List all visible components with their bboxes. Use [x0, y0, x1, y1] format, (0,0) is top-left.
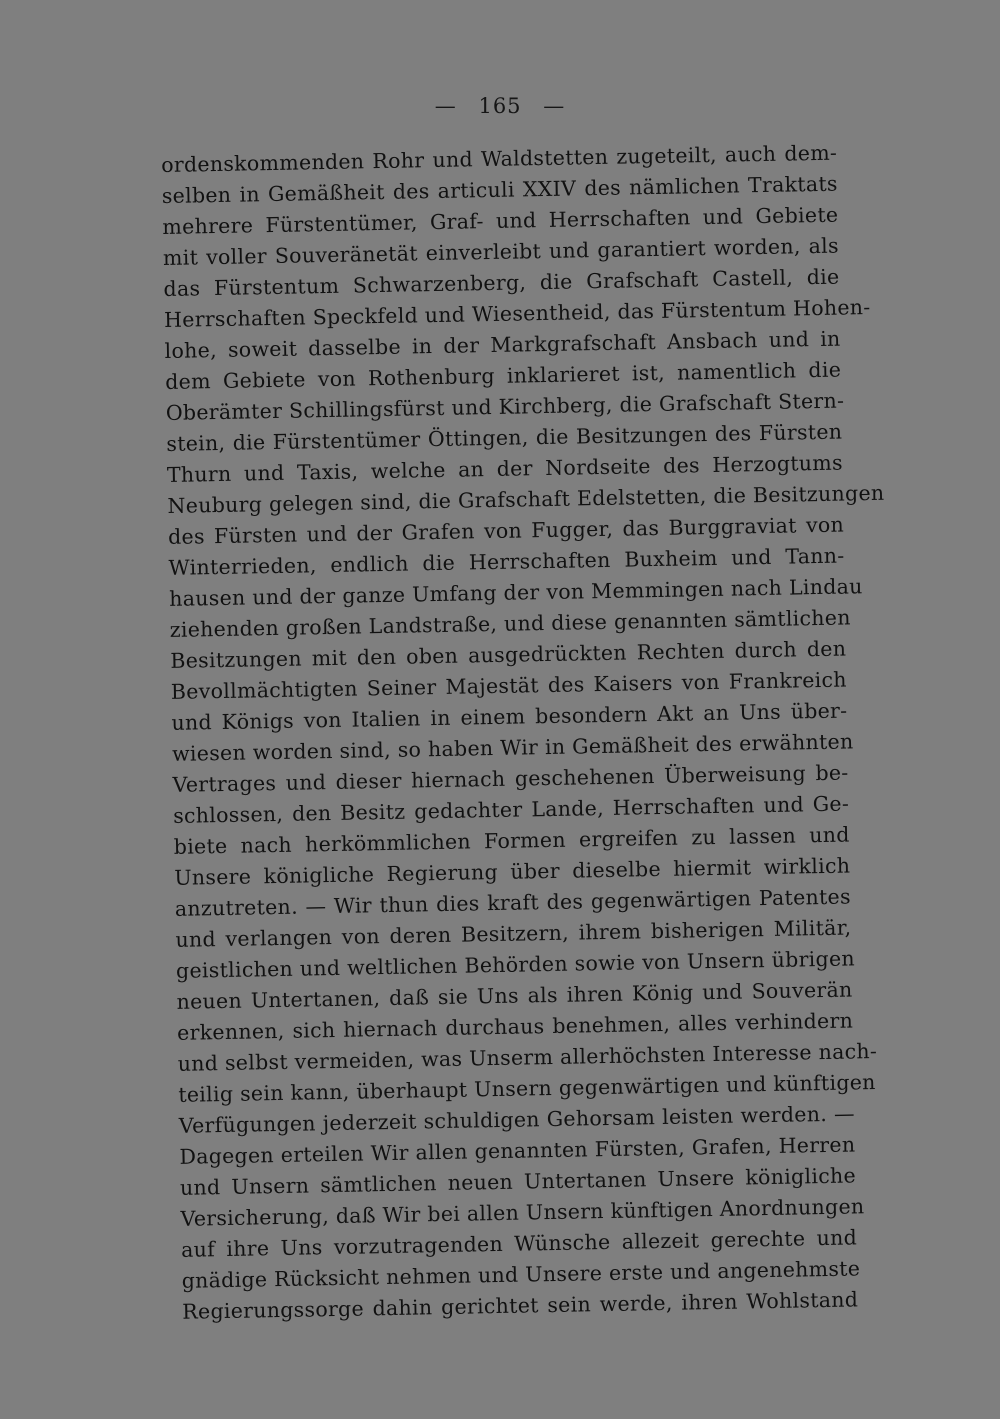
text-line: des Fürsten und der Grafen von Fugger, das Burggraviat von — [167, 512, 845, 549]
text-line: stein, die Fürstentümer Öttingen, die Besitzungen des Fürsten — [166, 419, 843, 456]
text-line: Neuburg gelegen sind, die Grafschaft Edelstetten, die Besitzungen — [167, 480, 885, 518]
text-line: wiesen worden sind, so haben Wir in Gemäßheit des erwähnten — [171, 729, 854, 766]
text-line: Winterrieden, endlich die Herrschaften Buxheim und Tann- — [168, 543, 845, 580]
text-line: Oberämter Schillingsfürst und Kirchberg, die Grafschaft Stern- — [165, 388, 845, 425]
text-line: hausen und der ganze Umfang der von Memmingen nach Lindau — [169, 574, 863, 611]
text-line: lohe, soweit dasselbe in der Markgrafschaft Ansbach und in — [164, 326, 841, 363]
text-line: neuen Untertanen, daß sie Uns als ihren König und Souverän — [176, 977, 853, 1014]
text-line: und Königs von Italien in einem besondern Akt an Uns über- — [171, 698, 848, 735]
text-line: Thurn und Taxis, welche an der Nordseite des Herzogtums — [166, 450, 844, 487]
text-line: Herrschaften Speckfeld und Wiesentheid, das Fürstentum Hohen- — [163, 295, 871, 332]
text-line: ordenskommenden Rohr und Waldstetten zugeteilt, auch dem- — [161, 140, 838, 177]
text-line: Unsere königliche Regierung über dieselbe hiermit wirklich — [174, 853, 851, 890]
text-line: und selbst vermeiden, was Unserm allerhöchsten Interesse nach- — [177, 1039, 878, 1076]
text-line: geistlichen und weltlichen Behörden sowie von Unsern übrigen — [175, 946, 856, 983]
text-line: und Unsern sämtlichen neuen Untertanen Unsere königliche — [179, 1163, 857, 1200]
text-line: Vertrages und dieser hiernach geschehenen Überweisung be- — [172, 760, 849, 797]
text-line: ziehenden großen Landstraße, und diese genannten sämtlichen — [169, 605, 851, 642]
text-line: anzutreten. — Wir thun dies kraft des gegenwärtigen Patentes — [174, 884, 852, 921]
text-line: mit voller Souveränetät einverleibt und garantiert worden, als — [162, 233, 840, 270]
body-text — [161, 138, 885, 1328]
text-line: teilig sein kann, überhaupt Unsern gegenwärtigen und künftigen — [178, 1070, 876, 1107]
text-line: Bevollmächtigten Seiner Majestät des Kaisers von Frankreich — [170, 667, 848, 704]
text-line: mehrere Fürstentümer, Graf- und Herrschaften und Gebiete — [162, 202, 839, 239]
text-line: Regierungssorge dahin gerichtet sein werde, ihren Wohlstand — [182, 1287, 859, 1324]
text-line: gnädige Rücksicht nehmen und Unsere erste und angenehmste — [181, 1256, 861, 1293]
text-line: erkennen, sich hiernach durchaus benehmen, alles verhindern — [176, 1008, 854, 1045]
text-line: Besitzungen mit den oben ausgedrückten Rechten durch den — [170, 636, 847, 673]
text-line: biete nach herkömmlichen Formen ergreifen zu lassen und — [173, 822, 850, 859]
text-line: das Fürstentum Schwarzenberg, die Grafschaft Castell, die — [163, 264, 840, 301]
text-line: Versicherung, daß Wir bei allen Unsern künftigen Anordnungen — [180, 1194, 865, 1231]
text-line: selben in Gemäßheit des articuli XXIV des nämlichen Traktats — [161, 171, 838, 208]
text-line: dem Gebiete von Rothenburg inklarieret ist, namentlich die — [165, 357, 842, 394]
page-number: — 165 — — [434, 94, 566, 118]
text-line: und verlangen von deren Besitzern, ihrem bisherigen Militär, — [175, 915, 852, 952]
text-line: schlossen, den Besitz gedachter Lande, Herrschaften und Ge- — [172, 791, 850, 828]
text-line: Verfügungen jederzeit schuldigen Gehorsam leisten werden. — — [178, 1101, 855, 1138]
text-line: Dagegen erteilen Wir allen genannten Fürsten, Grafen, Herren — [179, 1132, 856, 1169]
text-line: auf ihre Uns vorzutragenden Wünsche allezeit gerechte und — [180, 1225, 858, 1262]
